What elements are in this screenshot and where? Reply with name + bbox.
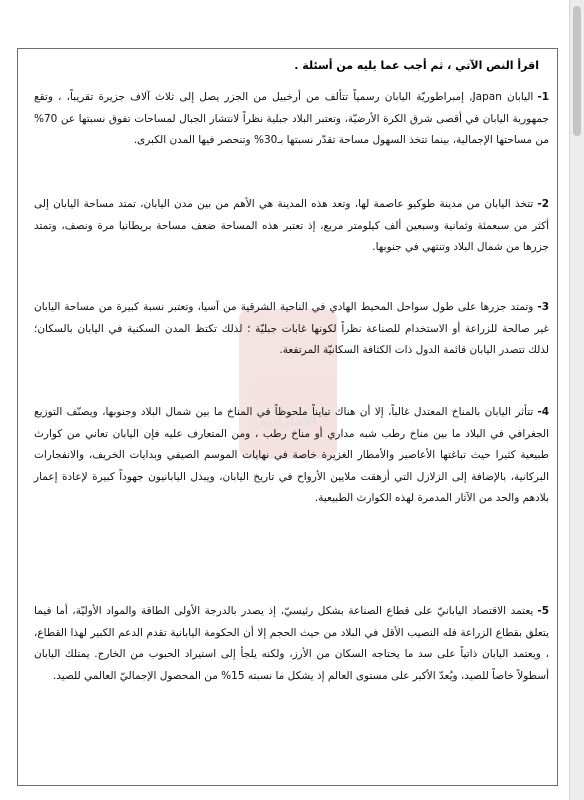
- paragraph-1: [34, 87, 549, 152]
- paragraph-number: 1-: [537, 91, 550, 103]
- paragraph-4: [34, 402, 549, 510]
- paragraph-number: 5-: [537, 605, 549, 617]
- scrollbar-thumb[interactable]: [573, 6, 581, 136]
- paragraph-text: تتأثر اليابان بالمناخ المعتدل غالباً، إلا أن هناك تبايناً ملحوظاً في المناخ ما بين شمال البلاد وجنوبها، ويصنّف التوزيع الجغرافي في البلاد ما بين مناخ رطب شبه مداري أو مناخ رطب ، ومن المتعارف عليه فإن اليابان تعاني من كوارث طبيعية كثيرا حيث تباغتها الأعاصير والأمطار الغزيرة خاصة في نهايات الموسم الصيفي وبدايات الخريف، والانفجارات البركانية، بالإضافة إلى الزلازل التي أزهقت ملايين الأرواح في تاريخ اليابان، ويبذل اليابانيون جهوداً كبيرة لإعادة إعمار بلادهم والحد من الآثار المدمرة لهذه الكوارث الطبيعية.: [34, 406, 549, 504]
- paragraph-5: [34, 601, 549, 687]
- paragraph-2: [34, 194, 549, 259]
- paragraph-text: اليابان Japan, إمبراطوريّة اليابان رسمياً تتألف من أرخبيل من الجزر يصل إلى ثلاث آلاف جزيرة تقريباً، ، وتقع جمهورية اليابان في أقصى شرق الكرة الأرضيّة، وتعتبر البلاد جبلية نظراً لانتشار الجبال لمساحات تفوق نسبتها عن 70% من مساحتها الإجمالية، بينما تتخذ السهول مساحة تقدّر نسبتها بـ30% وتنحصر فيها المدن الكبرى.: [34, 91, 549, 146]
- paragraph-text: يعتمد الاقتصاد اليابانيّ على قطاع الصناعة بشكل رئيسيّ، إذ يصدر بالدرجة الأولى الطاقة والمواد الأوليّة، أما فيما يتعلق بقطاع الزراعة فله النصيب الأقل في البلاد من حيث الحجم إلا أن الحكومة اليابانية تقدم الدعم الكبير لهذا القطاع، ، ويعتمد اليابان ذاتياً على سد ما يحتاجه السكان من الأرز، ولكنه يلجأ إلى استيراد الحبوب من الخارج. يمتلك اليابان أسطولاً خاصاً للصيد، ويُعدّ الأكبر على مستوى العالم إذ يشكل ما نسبته 15% من المحصول الإجماليّ العالمي للصيد.: [34, 605, 549, 682]
- vertical-scrollbar[interactable]: [569, 0, 584, 800]
- paragraph-number: 4-: [537, 406, 549, 418]
- paragraph-text: وتمتد جزرها على طول سواحل المحيط الهادي في الناحية الشرقية من آسيا، وتعتبر نسبة كبيرة من مساحة اليابان غير صالحة للزراعة أو الاستخدام للصناعة نظراً لكونها غابات جبليّة ؛ لذلك تكتظ المدن السكنية في اليابان بالسكان؛ لذلك تتصدر اليابان قائمة الدول ذات الكثافة السكانيّة المرتفعة.: [34, 301, 549, 356]
- document-page: [17, 48, 558, 786]
- instruction-heading: اقرأ النص الآتي ، ثم أجب عما يليه من أسئلة .: [294, 59, 539, 72]
- paragraph-number: 3-: [537, 301, 549, 313]
- paragraph-number: 2-: [537, 198, 549, 210]
- paragraph-text: تتخذ اليابان من مدينة طوكيو عاصمة لها، وتعد هذه المدينة هي الأهم من بين مدن اليابان، تمتد مساحة اليابان إلى أكثر من سبعمئة وثمانية وسبعين ألف كيلومتر مربع، إذ تعتبر هذه المساحة ضعف مساحة بريطانيا مرة ونصف، وتمتد جزرها من شمال البلاد وتنتهي في جنوبها.: [34, 198, 549, 253]
- watermark-text: الإماراتية: [259, 414, 317, 429]
- paragraph-3: [34, 297, 549, 362]
